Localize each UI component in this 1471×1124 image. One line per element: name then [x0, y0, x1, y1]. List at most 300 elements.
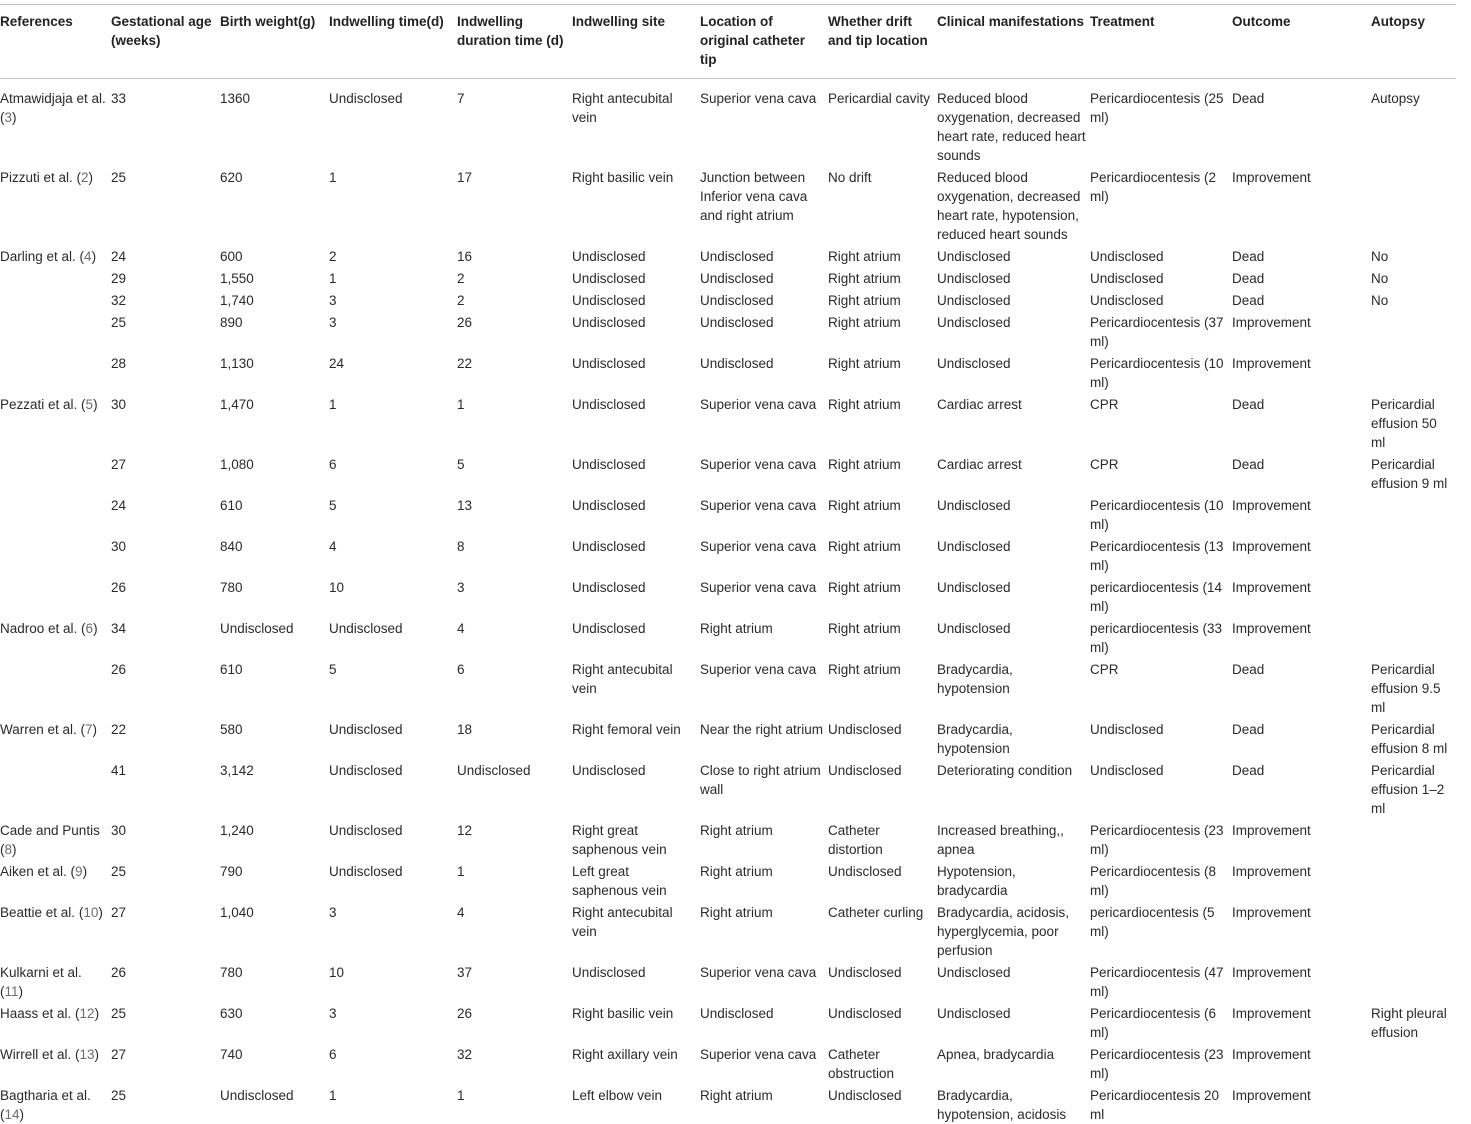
drift-tip-location-cell: Right atrium	[828, 310, 937, 351]
original-tip-location-cell: Undisclosed	[700, 244, 828, 266]
treatment-cell: Pericardiocentesis (10 ml)	[1090, 351, 1232, 392]
autopsy-cell: Pericardial effusion 1–2 ml	[1371, 758, 1456, 818]
indwelling-site-cell: Right great saphenous vein	[572, 818, 700, 859]
autopsy-cell: Pericardial effusion 9.5 ml	[1371, 657, 1456, 717]
indwelling-site-cell: Undisclosed	[572, 244, 700, 266]
reference-cell	[0, 351, 111, 392]
table-row	[0, 758, 1456, 818]
original-tip-location-cell: Undisclosed	[700, 310, 828, 351]
table-row	[0, 79, 1456, 166]
birth-weight-cell: 840	[220, 534, 329, 575]
indwelling-time-cell: 1	[329, 1083, 457, 1124]
outcome-cell: Improvement	[1232, 1001, 1371, 1042]
table-row	[0, 244, 1456, 266]
table-row	[0, 657, 1456, 717]
gestational-age-cell: 25	[111, 310, 220, 351]
reference-cell	[0, 493, 111, 534]
indwelling-duration-cell: 26	[457, 1001, 572, 1042]
autopsy-cell	[1371, 165, 1456, 244]
outcome-cell: Dead	[1232, 657, 1371, 717]
drift-tip-location-cell: Catheter obstruction	[828, 1042, 937, 1083]
reference-cell: Pizzuti et al. (2)	[0, 165, 111, 244]
indwelling-duration-cell: 2	[457, 288, 572, 310]
autopsy-cell: Pericardial effusion 50 ml	[1371, 392, 1456, 452]
table-row	[0, 616, 1456, 657]
indwelling-duration-cell: 18	[457, 717, 572, 758]
header-clinical-manifestations: Clinical manifestations	[937, 5, 1090, 79]
birth-weight-cell: 1,040	[220, 900, 329, 960]
treatment-cell: Pericardiocentesis (8 ml)	[1090, 859, 1232, 900]
clinical-manifestations-cell: Reduced blood oxygenation, decreased heart rate, reduced heart sounds	[937, 79, 1090, 166]
indwelling-duration-cell: 5	[457, 452, 572, 493]
indwelling-duration-cell: 26	[457, 310, 572, 351]
original-tip-location-cell: Undisclosed	[700, 288, 828, 310]
table-body	[0, 79, 1456, 1124]
reference-author: Bagtharia et al.	[0, 1088, 91, 1103]
outcome-cell: Improvement	[1232, 859, 1371, 900]
outcome-cell: Improvement	[1232, 616, 1371, 657]
autopsy-cell: Autopsy	[1371, 79, 1456, 166]
reference-author: Cade and Puntis	[0, 823, 100, 838]
drift-tip-location-cell: Catheter curling	[828, 900, 937, 960]
indwelling-duration-cell: 32	[457, 1042, 572, 1083]
reference-cell	[0, 534, 111, 575]
treatment-cell: Pericardiocentesis (10 ml)	[1090, 493, 1232, 534]
indwelling-site-cell: Right femoral vein	[572, 717, 700, 758]
outcome-cell: Improvement	[1232, 1042, 1371, 1083]
outcome-cell: Improvement	[1232, 165, 1371, 244]
indwelling-site-cell: Undisclosed	[572, 960, 700, 1001]
autopsy-cell: No	[1371, 244, 1456, 266]
table-row	[0, 452, 1456, 493]
citation-link[interactable]: 4	[84, 249, 92, 264]
birth-weight-cell: 1360	[220, 79, 329, 166]
citation-link[interactable]: 2	[81, 170, 89, 185]
gestational-age-cell: 28	[111, 351, 220, 392]
indwelling-time-cell: 4	[329, 534, 457, 575]
reference-cell	[0, 452, 111, 493]
treatment-cell: Pericardiocentesis 20 ml	[1090, 1083, 1232, 1124]
treatment-cell: Pericardiocentesis (23 ml)	[1090, 818, 1232, 859]
drift-tip-location-cell: Right atrium	[828, 392, 937, 452]
reference-author: Beattie et al.	[0, 905, 75, 920]
indwelling-site-cell: Undisclosed	[572, 392, 700, 452]
reference-cell: Wirrell et al. (13)	[0, 1042, 111, 1083]
drift-tip-location-cell: Right atrium	[828, 575, 937, 616]
treatment-cell: pericardiocentesis (5 ml)	[1090, 900, 1232, 960]
indwelling-duration-cell: 7	[457, 79, 572, 166]
gestational-age-cell: 25	[111, 1083, 220, 1124]
birth-weight-cell: 890	[220, 310, 329, 351]
outcome-cell: Improvement	[1232, 960, 1371, 1001]
indwelling-duration-cell: 3	[457, 575, 572, 616]
treatment-cell: Pericardiocentesis (25 ml)	[1090, 79, 1232, 166]
original-tip-location-cell: Superior vena cava	[700, 575, 828, 616]
indwelling-time-cell: 5	[329, 493, 457, 534]
clinical-manifestations-cell: Undisclosed	[937, 266, 1090, 288]
indwelling-duration-cell: 6	[457, 657, 572, 717]
birth-weight-cell: 790	[220, 859, 329, 900]
drift-tip-location-cell: Pericardial cavity	[828, 79, 937, 166]
treatment-cell: Undisclosed	[1090, 266, 1232, 288]
table-row	[0, 165, 1456, 244]
indwelling-time-cell: 6	[329, 452, 457, 493]
birth-weight-cell: 580	[220, 717, 329, 758]
drift-tip-location-cell: Right atrium	[828, 288, 937, 310]
treatment-cell: Undisclosed	[1090, 244, 1232, 266]
treatment-cell: Pericardiocentesis (23 ml)	[1090, 1042, 1232, 1083]
table-row	[0, 392, 1456, 452]
indwelling-site-cell: Undisclosed	[572, 493, 700, 534]
indwelling-duration-cell: 4	[457, 616, 572, 657]
indwelling-time-cell: 24	[329, 351, 457, 392]
indwelling-duration-cell: 1	[457, 392, 572, 452]
table-header-row	[0, 5, 1456, 79]
outcome-cell: Improvement	[1232, 493, 1371, 534]
birth-weight-cell: 1,550	[220, 266, 329, 288]
birth-weight-cell: 630	[220, 1001, 329, 1042]
clinical-manifestations-cell: Cardiac arrest	[937, 392, 1090, 452]
autopsy-cell	[1371, 616, 1456, 657]
reference-cell	[0, 575, 111, 616]
reference-author: Darling et al.	[0, 249, 76, 264]
drift-tip-location-cell: Undisclosed	[828, 717, 937, 758]
case-report-table	[0, 4, 1456, 1124]
original-tip-location-cell: Superior vena cava	[700, 1042, 828, 1083]
indwelling-site-cell: Undisclosed	[572, 266, 700, 288]
original-tip-location-cell: Junction between Inferior vena cava and right atrium	[700, 165, 828, 244]
autopsy-cell: Pericardial effusion 8 ml	[1371, 717, 1456, 758]
outcome-cell: Dead	[1232, 452, 1371, 493]
gestational-age-cell: 30	[111, 818, 220, 859]
drift-tip-location-cell: Right atrium	[828, 266, 937, 288]
citation-link[interactable]: 13	[80, 1047, 95, 1062]
drift-tip-location-cell: Undisclosed	[828, 1001, 937, 1042]
outcome-cell: Improvement	[1232, 534, 1371, 575]
indwelling-time-cell: 10	[329, 575, 457, 616]
original-tip-location-cell: Right atrium	[700, 900, 828, 960]
clinical-manifestations-cell: Undisclosed	[937, 351, 1090, 392]
original-tip-location-cell: Right atrium	[700, 1083, 828, 1124]
indwelling-site-cell: Undisclosed	[572, 351, 700, 392]
gestational-age-cell: 29	[111, 266, 220, 288]
autopsy-cell	[1371, 1042, 1456, 1083]
drift-tip-location-cell: Right atrium	[828, 493, 937, 534]
clinical-manifestations-cell: Undisclosed	[937, 244, 1090, 266]
indwelling-time-cell: Undisclosed	[329, 818, 457, 859]
indwelling-duration-cell: 17	[457, 165, 572, 244]
gestational-age-cell: 34	[111, 616, 220, 657]
indwelling-time-cell: 1	[329, 392, 457, 452]
citation-link[interactable]: 11	[5, 984, 19, 999]
reference-author: Wirrell et al.	[0, 1047, 71, 1062]
drift-tip-location-cell: Right atrium	[828, 657, 937, 717]
indwelling-duration-cell: 1	[457, 1083, 572, 1124]
drift-tip-location-cell: Undisclosed	[828, 1083, 937, 1124]
indwelling-time-cell: Undisclosed	[329, 758, 457, 818]
autopsy-cell	[1371, 960, 1456, 1001]
citation-link[interactable]: 6	[86, 621, 94, 636]
birth-weight-cell: 740	[220, 1042, 329, 1083]
birth-weight-cell: 1,130	[220, 351, 329, 392]
original-tip-location-cell: Superior vena cava	[700, 657, 828, 717]
original-tip-location-cell: Superior vena cava	[700, 960, 828, 1001]
original-tip-location-cell: Undisclosed	[700, 266, 828, 288]
header-references: References	[0, 5, 111, 79]
autopsy-cell	[1371, 818, 1456, 859]
reference-cell	[0, 288, 111, 310]
citation-link[interactable]: 10	[83, 905, 98, 920]
citation-link[interactable]: 7	[85, 722, 93, 737]
gestational-age-cell: 22	[111, 717, 220, 758]
indwelling-site-cell: Right antecubital vein	[572, 900, 700, 960]
reference-cell: Atmawidjaja et al. (3)	[0, 79, 111, 166]
original-tip-location-cell: Right atrium	[700, 859, 828, 900]
indwelling-site-cell: Right antecubital vein	[572, 657, 700, 717]
citation-link[interactable]: 3	[5, 110, 13, 125]
outcome-cell: Improvement	[1232, 310, 1371, 351]
outcome-cell: Dead	[1232, 288, 1371, 310]
citation-link[interactable]: 5	[86, 397, 94, 412]
gestational-age-cell: 27	[111, 1042, 220, 1083]
treatment-cell: pericardiocentesis (14 ml)	[1090, 575, 1232, 616]
indwelling-time-cell: 2	[329, 244, 457, 266]
treatment-cell: Pericardiocentesis (47 ml)	[1090, 960, 1232, 1001]
clinical-manifestations-cell: Increased breathing,, apnea	[937, 818, 1090, 859]
indwelling-duration-cell: Undisclosed	[457, 758, 572, 818]
indwelling-duration-cell: 13	[457, 493, 572, 534]
indwelling-duration-cell: 37	[457, 960, 572, 1001]
drift-tip-location-cell: Undisclosed	[828, 859, 937, 900]
reference-cell: Aiken et al. (9)	[0, 859, 111, 900]
reference-cell	[0, 310, 111, 351]
autopsy-cell: No	[1371, 266, 1456, 288]
outcome-cell: Dead	[1232, 266, 1371, 288]
clinical-manifestations-cell: Undisclosed	[937, 493, 1090, 534]
gestational-age-cell: 27	[111, 900, 220, 960]
clinical-manifestations-cell: Undisclosed	[937, 1001, 1090, 1042]
clinical-manifestations-cell: Undisclosed	[937, 960, 1090, 1001]
gestational-age-cell: 26	[111, 575, 220, 616]
treatment-cell: CPR	[1090, 392, 1232, 452]
reference-author: Warren et al.	[0, 722, 77, 737]
gestational-age-cell: 26	[111, 960, 220, 1001]
reference-cell: Pezzati et al. (5)	[0, 392, 111, 452]
autopsy-cell	[1371, 493, 1456, 534]
autopsy-cell: Pericardial effusion 9 ml	[1371, 452, 1456, 493]
table-row	[0, 266, 1456, 288]
reference-cell: Kulkarni et al. (11)	[0, 960, 111, 1001]
clinical-manifestations-cell: Reduced blood oxygenation, decreased heart rate, hypotension, reduced heart sounds	[937, 165, 1090, 244]
table-row	[0, 818, 1456, 859]
gestational-age-cell: 24	[111, 244, 220, 266]
drift-tip-location-cell: Right atrium	[828, 534, 937, 575]
outcome-cell: Dead	[1232, 392, 1371, 452]
birth-weight-cell: 1,470	[220, 392, 329, 452]
indwelling-site-cell: Right basilic vein	[572, 1001, 700, 1042]
indwelling-time-cell: Undisclosed	[329, 79, 457, 166]
table-row	[0, 534, 1456, 575]
indwelling-site-cell: Undisclosed	[572, 288, 700, 310]
clinical-manifestations-cell: Deteriorating condition	[937, 758, 1090, 818]
gestational-age-cell: 26	[111, 657, 220, 717]
reference-cell: Darling et al. (4)	[0, 244, 111, 266]
outcome-cell: Improvement	[1232, 351, 1371, 392]
indwelling-site-cell: Undisclosed	[572, 758, 700, 818]
citation-link[interactable]: 12	[80, 1006, 95, 1021]
birth-weight-cell: 780	[220, 960, 329, 1001]
birth-weight-cell: 610	[220, 657, 329, 717]
indwelling-duration-cell: 4	[457, 900, 572, 960]
indwelling-time-cell: 10	[329, 960, 457, 1001]
indwelling-duration-cell: 12	[457, 818, 572, 859]
header-gestational-age: Gestational age (weeks)	[111, 5, 220, 79]
outcome-cell: Improvement	[1232, 575, 1371, 616]
birth-weight-cell: 1,080	[220, 452, 329, 493]
gestational-age-cell: 25	[111, 165, 220, 244]
indwelling-site-cell: Undisclosed	[572, 534, 700, 575]
autopsy-cell	[1371, 310, 1456, 351]
table-row	[0, 1001, 1456, 1042]
birth-weight-cell: 3,142	[220, 758, 329, 818]
treatment-cell: Undisclosed	[1090, 717, 1232, 758]
reference-cell: Haass et al. (12)	[0, 1001, 111, 1042]
indwelling-time-cell: 5	[329, 657, 457, 717]
outcome-cell: Dead	[1232, 758, 1371, 818]
table-row	[0, 900, 1456, 960]
indwelling-time-cell: 3	[329, 288, 457, 310]
indwelling-time-cell: 3	[329, 900, 457, 960]
original-tip-location-cell: Superior vena cava	[700, 392, 828, 452]
header-indwelling-time: Indwelling time(d)	[329, 5, 457, 79]
treatment-cell: Pericardiocentesis (6 ml)	[1090, 1001, 1232, 1042]
gestational-age-cell: 30	[111, 534, 220, 575]
indwelling-site-cell: Undisclosed	[572, 310, 700, 351]
citation-link[interactable]: 14	[5, 1107, 20, 1122]
header-original-tip-location: Location of original catheter tip	[700, 5, 828, 79]
gestational-age-cell: 25	[111, 1001, 220, 1042]
reference-cell	[0, 758, 111, 818]
autopsy-cell	[1371, 900, 1456, 960]
reference-cell: Nadroo et al. (6)	[0, 616, 111, 657]
autopsy-cell	[1371, 534, 1456, 575]
original-tip-location-cell: Near the right atrium	[700, 717, 828, 758]
reference-cell	[0, 657, 111, 717]
table-row	[0, 351, 1456, 392]
citation-link[interactable]: 8	[5, 842, 13, 857]
autopsy-cell	[1371, 351, 1456, 392]
autopsy-cell: Right pleural effusion	[1371, 1001, 1456, 1042]
original-tip-location-cell: Undisclosed	[700, 351, 828, 392]
birth-weight-cell: 600	[220, 244, 329, 266]
table-row	[0, 1042, 1456, 1083]
drift-tip-location-cell: Catheter distortion	[828, 818, 937, 859]
reference-author: Aiken et al.	[0, 864, 67, 879]
reference-cell	[0, 266, 111, 288]
autopsy-cell: No	[1371, 288, 1456, 310]
birth-weight-cell: Undisclosed	[220, 616, 329, 657]
clinical-manifestations-cell: Bradycardia, hypotension, acidosis	[937, 1083, 1090, 1124]
autopsy-cell	[1371, 1083, 1456, 1124]
header-birth-weight: Birth weight(g)	[220, 5, 329, 79]
clinical-manifestations-cell: Undisclosed	[937, 310, 1090, 351]
citation-link[interactable]: 9	[75, 864, 83, 879]
birth-weight-cell: Undisclosed	[220, 1083, 329, 1124]
indwelling-site-cell: Undisclosed	[572, 575, 700, 616]
original-tip-location-cell: Right atrium	[700, 818, 828, 859]
drift-tip-location-cell: Right atrium	[828, 452, 937, 493]
clinical-manifestations-cell: Bradycardia, hypotension	[937, 657, 1090, 717]
birth-weight-cell: 610	[220, 493, 329, 534]
reference-cell: Warren et al. (7)	[0, 717, 111, 758]
indwelling-duration-cell: 8	[457, 534, 572, 575]
indwelling-time-cell: Undisclosed	[329, 859, 457, 900]
gestational-age-cell: 27	[111, 452, 220, 493]
indwelling-time-cell: 3	[329, 310, 457, 351]
outcome-cell: Dead	[1232, 244, 1371, 266]
reference-author: Haass et al.	[0, 1006, 71, 1021]
indwelling-time-cell: 1	[329, 165, 457, 244]
outcome-cell: Improvement	[1232, 900, 1371, 960]
original-tip-location-cell: Superior vena cava	[700, 79, 828, 166]
gestational-age-cell: 24	[111, 493, 220, 534]
header-indwelling-duration: Indwelling duration time (d)	[457, 5, 572, 79]
header-outcome: Outcome	[1232, 5, 1371, 79]
indwelling-duration-cell: 1	[457, 859, 572, 900]
outcome-cell: Dead	[1232, 717, 1371, 758]
indwelling-time-cell: 3	[329, 1001, 457, 1042]
drift-tip-location-cell: No drift	[828, 165, 937, 244]
outcome-cell: Improvement	[1232, 1083, 1371, 1124]
autopsy-cell	[1371, 859, 1456, 900]
clinical-manifestations-cell: Undisclosed	[937, 288, 1090, 310]
treatment-cell: Pericardiocentesis (37 ml)	[1090, 310, 1232, 351]
clinical-manifestations-cell: Undisclosed	[937, 575, 1090, 616]
header-indwelling-site: Indwelling site	[572, 5, 700, 79]
reference-cell: Cade and Puntis (8)	[0, 818, 111, 859]
indwelling-site-cell: Left elbow vein	[572, 1083, 700, 1124]
gestational-age-cell: 41	[111, 758, 220, 818]
indwelling-time-cell: Undisclosed	[329, 717, 457, 758]
autopsy-cell	[1371, 575, 1456, 616]
treatment-cell: Undisclosed	[1090, 758, 1232, 818]
outcome-cell: Dead	[1232, 79, 1371, 166]
treatment-cell: Pericardiocentesis (13 ml)	[1090, 534, 1232, 575]
drift-tip-location-cell: Undisclosed	[828, 960, 937, 1001]
indwelling-duration-cell: 2	[457, 266, 572, 288]
birth-weight-cell: 1,740	[220, 288, 329, 310]
indwelling-site-cell: Right axillary vein	[572, 1042, 700, 1083]
reference-author: Atmawidjaja et al.	[0, 91, 106, 106]
table-row	[0, 717, 1456, 758]
table-row	[0, 1083, 1456, 1124]
treatment-cell: pericardiocentesis (33 ml)	[1090, 616, 1232, 657]
header-drift-tip-location: Whether drift and tip location	[828, 5, 937, 79]
header-treatment: Treatment	[1090, 5, 1232, 79]
clinical-manifestations-cell: Bradycardia, hypotension	[937, 717, 1090, 758]
indwelling-site-cell: Left great saphenous vein	[572, 859, 700, 900]
indwelling-site-cell: Right antecubital vein	[572, 79, 700, 166]
gestational-age-cell: 25	[111, 859, 220, 900]
reference-author: Pizzuti et al.	[0, 170, 73, 185]
table-row	[0, 288, 1456, 310]
indwelling-duration-cell: 22	[457, 351, 572, 392]
original-tip-location-cell: Superior vena cava	[700, 534, 828, 575]
gestational-age-cell: 33	[111, 79, 220, 166]
birth-weight-cell: 780	[220, 575, 329, 616]
table-row	[0, 575, 1456, 616]
reference-author: Pezzati et al.	[0, 397, 77, 412]
